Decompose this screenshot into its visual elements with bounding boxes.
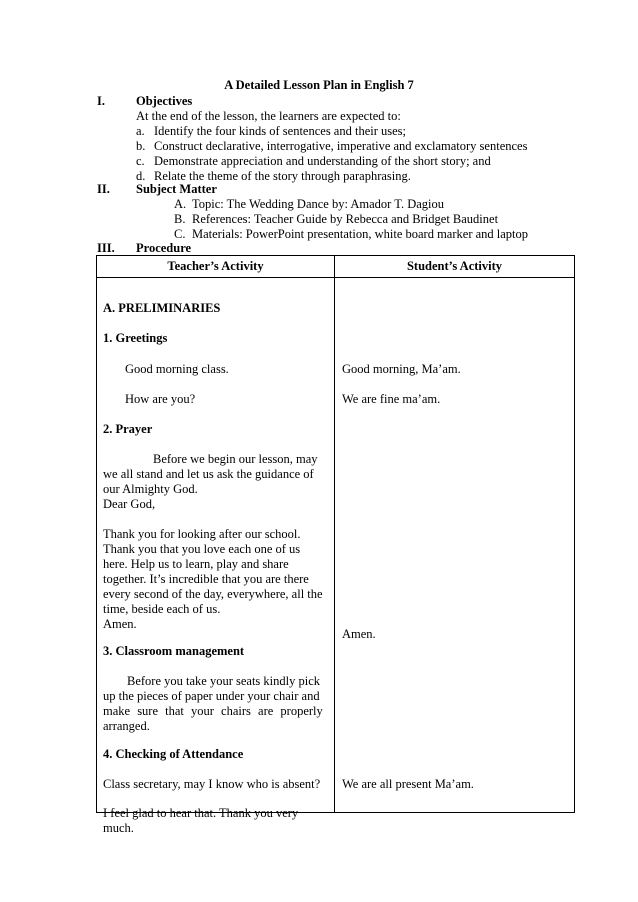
section-numeral-subject-matter: II. <box>97 182 110 196</box>
document-title: A Detailed Lesson Plan in English 7 <box>224 78 414 92</box>
student-activity-cell <box>335 278 575 813</box>
section-numeral-procedure: III. <box>97 241 115 255</box>
teacher-line: up the pieces of paper under your chair and <box>103 689 320 703</box>
student-line: Amen. <box>342 627 376 641</box>
teacher-line: Before we begin our lesson, may <box>153 452 318 466</box>
objective-item: c. Demonstrate appreciation and understanding of the short story; and <box>136 154 491 168</box>
heading-greetings: 1. Greetings <box>103 331 168 345</box>
header-student-activity: Student’s Activity <box>335 256 575 278</box>
student-line: We are fine ma’am. <box>342 392 441 406</box>
subject-matter-item: A. Topic: The Wedding Dance by: Amador T. Dagiou <box>174 197 445 211</box>
teacher-line: Good morning class. <box>125 362 229 376</box>
teacher-line: How are you? <box>125 392 196 406</box>
objective-item: a. Identify the four kinds of sentences and their uses; <box>136 124 407 138</box>
teacher-line: here. Help us to learn, play and share <box>103 557 289 571</box>
teacher-activity-cell <box>97 278 335 835</box>
teacher-line: Amen. <box>103 617 137 631</box>
teacher-line: time, beside each of us. <box>103 602 221 616</box>
teacher-line: make sure that your chairs are properly <box>103 704 323 718</box>
section-heading-subject-matter: Subject Matter <box>136 182 217 196</box>
objective-item: b. Construct declarative, interrogative, imperative and exclamatory sentences <box>136 139 528 153</box>
teacher-line: Class secretary, may I know who is absent? <box>103 777 321 791</box>
teacher-line: our Almighty God. <box>103 482 198 496</box>
teacher-line: I feel glad to hear that. Thank you very <box>103 806 299 820</box>
student-line: Good morning, Ma’am. <box>342 362 461 376</box>
subject-matter-item: B. References: Teacher Guide by Rebecca and Bridget Baudinet <box>174 212 499 226</box>
section-heading-procedure: Procedure <box>136 241 192 255</box>
activity-table <box>96 255 575 835</box>
section-heading-objectives: Objectives <box>136 94 193 108</box>
objectives-intro: At the end of the lesson, the learners are expected to: <box>136 109 401 123</box>
heading-checking-attendance: 4. Checking of Attendance <box>103 747 244 761</box>
student-line: We are all present Ma’am. <box>342 777 474 791</box>
objective-item: d. Relate the theme of the story through paraphrasing. <box>136 169 411 183</box>
teacher-line: Thank you for looking after our school. <box>103 527 301 541</box>
teacher-line: Thank you that you love each one of us <box>103 542 301 556</box>
teacher-line: much. <box>103 821 134 835</box>
teacher-line: arranged. <box>103 719 150 733</box>
teacher-line: Dear God, <box>103 497 156 511</box>
subject-matter-item: C. Materials: PowerPoint presentation, white board marker and laptop <box>174 227 529 241</box>
header-teacher-activity: Teacher’s Activity <box>97 256 335 278</box>
teacher-line: Before you take your seats kindly pick <box>127 674 321 688</box>
heading-preliminaries: A. PRELIMINARIES <box>103 301 221 315</box>
teacher-line: together. It’s incredible that you are there <box>103 572 309 586</box>
heading-classroom-management: 3. Classroom management <box>103 644 245 658</box>
teacher-line: every second of the day, everywhere, all the <box>103 587 323 601</box>
heading-prayer: 2. Prayer <box>103 422 153 436</box>
teacher-line: we all stand and let us ask the guidance of <box>103 467 314 481</box>
section-numeral-objectives: I. <box>97 94 105 108</box>
